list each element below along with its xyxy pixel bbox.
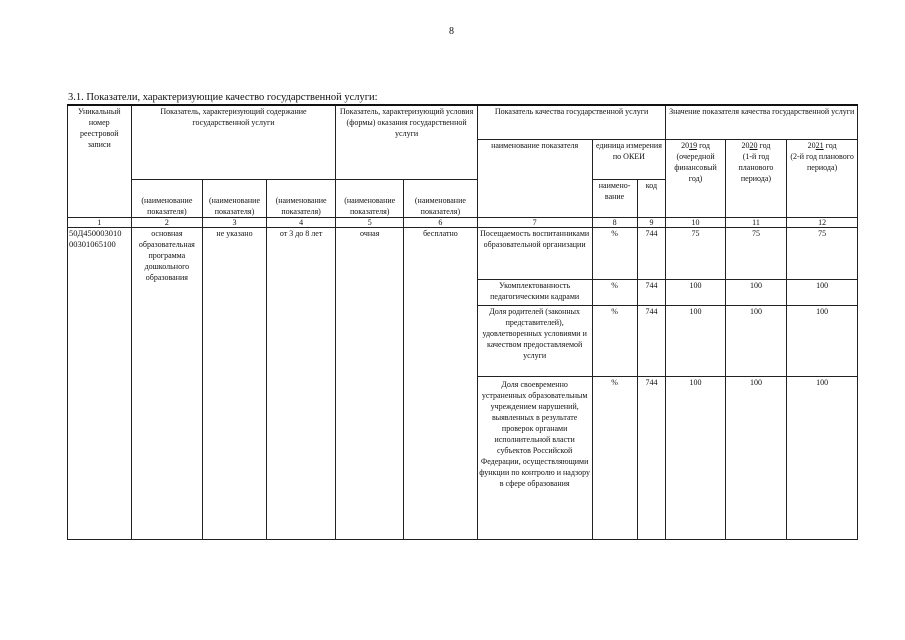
subheader-name-4: (наименование показателя) bbox=[266, 179, 336, 217]
quality-indicators-table bbox=[67, 104, 858, 540]
unit-name: % bbox=[592, 305, 637, 376]
column-number: 9 bbox=[637, 217, 666, 227]
unit-code: 744 bbox=[637, 227, 666, 279]
column-number: 5 bbox=[336, 217, 404, 227]
column-number: 8 bbox=[592, 217, 637, 227]
unit-name: % bbox=[592, 227, 637, 279]
value-year-1: 100 bbox=[666, 279, 725, 305]
content-col3: не указано bbox=[203, 227, 267, 539]
header-content-spacer bbox=[131, 139, 336, 179]
form-col5: очная bbox=[336, 227, 404, 539]
column-number: 3 bbox=[203, 217, 267, 227]
column-number: 2 bbox=[131, 217, 203, 227]
unit-code: 744 bbox=[637, 279, 666, 305]
subheader-name-2: (наименование показателя) bbox=[131, 179, 203, 217]
header-year-3: 2021 год (2-й год планового периода) bbox=[787, 139, 858, 217]
value-year-3: 75 bbox=[787, 227, 858, 279]
value-year-2: 100 bbox=[725, 376, 786, 539]
value-year-3: 100 bbox=[787, 305, 858, 376]
header-conditions-spacer bbox=[336, 139, 477, 179]
program-name: основная образовательная программа дошкольного образования bbox=[131, 227, 203, 539]
header-conditions-indicator: Показатель, характеризующий условия (формы) оказания государственной услуги bbox=[336, 105, 477, 139]
value-year-2: 75 bbox=[725, 227, 786, 279]
header-indicator-name: наименование показателя bbox=[477, 139, 592, 217]
page-number: 8 bbox=[449, 26, 454, 37]
column-number: 6 bbox=[404, 217, 478, 227]
column-number: 1 bbox=[68, 217, 132, 227]
unit-name: % bbox=[592, 279, 637, 305]
column-number: 11 bbox=[725, 217, 786, 227]
column-number: 4 bbox=[266, 217, 336, 227]
header-year-1: 2019 год (очередной финансовый год) bbox=[666, 139, 725, 217]
header-content-indicator: Показатель, характеризующий содержание государственной услуги bbox=[131, 105, 336, 139]
column-number: 12 bbox=[787, 217, 858, 227]
value-year-1: 100 bbox=[666, 305, 725, 376]
header-unit-okei: единица измерения по ОКЕИ bbox=[592, 139, 666, 179]
subheader-name-6: (наименование показателя) bbox=[404, 179, 478, 217]
value-year-2: 100 bbox=[725, 279, 786, 305]
value-year-1: 100 bbox=[666, 376, 725, 539]
value-year-3: 100 bbox=[787, 279, 858, 305]
value-year-2: 100 bbox=[725, 305, 786, 376]
header-unique-number: Уникальный номер реестровой записи bbox=[68, 105, 132, 217]
indicator-name: Укомплектованность педагогическими кадрами bbox=[477, 279, 592, 305]
header-value-indicator: Значение показателя качества государственной услуги bbox=[666, 105, 858, 139]
header-year-2: 2020 год (1-й год планового периода) bbox=[725, 139, 786, 217]
header-unit-code: код bbox=[637, 179, 666, 217]
unit-name: % bbox=[592, 376, 637, 539]
value-year-3: 100 bbox=[787, 376, 858, 539]
content-col4: от 3 до 8 лет bbox=[266, 227, 336, 539]
form-col6: бесплатно bbox=[404, 227, 478, 539]
header-quality-indicator: Показатель качества государственной услуги bbox=[477, 105, 666, 139]
unit-code: 744 bbox=[637, 305, 666, 376]
unit-code: 744 bbox=[637, 376, 666, 539]
column-number: 7 bbox=[477, 217, 592, 227]
indicator-name: Доля своевременно устраненных образовательным учреждением нарушений, выявленных в результате проверок органами исполнительной власти субъектов Российской Федерации, осуществляющими функции по контролю и надзору в сфере образования bbox=[477, 376, 592, 539]
section-title: 3.1. Показатели, характеризующие качество государственной услуги: bbox=[68, 92, 378, 103]
registry-number: 50Д450003010 00301065100 bbox=[68, 227, 132, 539]
value-year-1: 75 bbox=[666, 227, 725, 279]
subheader-name-3: (наименование показателя) bbox=[203, 179, 267, 217]
indicator-name: Посещаемость воспитанниками образовательной организации bbox=[477, 227, 592, 279]
table-row bbox=[68, 227, 858, 279]
header-unit-name: наимено-вание bbox=[592, 179, 637, 217]
subheader-name-5: (наименование показателя) bbox=[336, 179, 404, 217]
column-number: 10 bbox=[666, 217, 725, 227]
indicator-name: Доля родителей (законных представителей), удовлетворенных условиями и качеством предоставляемой услуги bbox=[477, 305, 592, 376]
